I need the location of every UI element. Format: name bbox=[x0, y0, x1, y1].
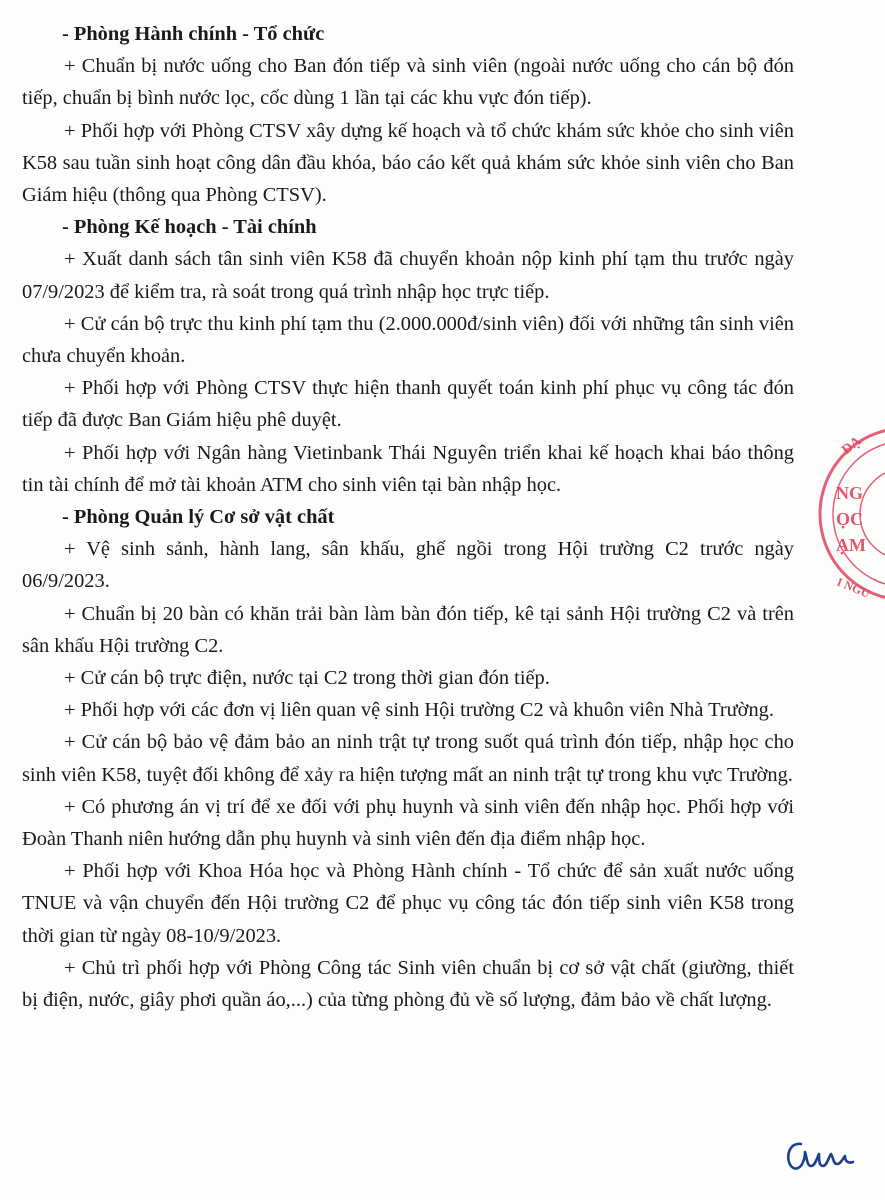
list-item: + Chuẩn bị 20 bàn có khăn trải bàn làm bàn đón tiếp, kê tại sảnh Hội trường C2 và trên sân khấu Hội trường C2. bbox=[22, 602, 794, 657]
section-heading: - Phòng Kế hoạch - Tài chính bbox=[62, 216, 317, 239]
list-item: + Phối hợp với Phòng CTSV thực hiện thanh quyết toán kinh phí phục vụ công tác đón tiếp đã được Ban Giám hiệu phê duyệt. bbox=[22, 377, 794, 432]
list-item: + Phối hợp với Khoa Hóa học và Phòng Hành chính - Tổ chức để sản xuất nước uống TNUE và vận chuyển đến Hội trường C2 để phục vụ công tác đón tiếp sinh viên K58 trong thời gian từ ngày 08-10/9/2023. bbox=[22, 860, 794, 947]
list-item: + Cử cán bộ bảo vệ đảm bảo an ninh trật tự trong suốt quá trình đón tiếp, nhập học cho sinh viên K58, tuyệt đối không để xảy ra hiện tượng mất an ninh trật tự trong khu vực Trường. bbox=[22, 731, 794, 786]
document-body bbox=[22, 18, 794, 1016]
list-item: + Chuẩn bị nước uống cho Ban đón tiếp và sinh viên (ngoài nước uống cho cán bộ đón tiếp, chuẩn bị bình nước lọc, cốc dùng 1 lần tại các khu vực đón tiếp). bbox=[22, 55, 794, 110]
section-heading: - Phòng Quản lý Cơ sở vật chất bbox=[62, 506, 335, 529]
seal-stamp bbox=[818, 425, 885, 603]
list-item: + Cử cán bộ trực thu kinh phí tạm thu (2.000.000đ/sinh viên) đối với những tân sinh viên chưa chuyển khoản. bbox=[22, 312, 794, 368]
list-item: + Xuất danh sách tân sinh viên K58 đã chuyển khoản nộp kinh phí tạm thu trước ngày 07/9/2023 để kiểm tra, rà soát trong quá trình nhập học trực tiếp. bbox=[22, 248, 794, 303]
list-item: + Phối hợp với Phòng CTSV xây dựng kế hoạch và tổ chức khám sức khỏe cho sinh viên K58 sau tuần sinh hoạt công dân đầu khóa, báo cáo kết quả khám sức khỏe sinh viên cho Ban Giám hiệu (thông qua Phòng CTSV). bbox=[22, 119, 794, 207]
section-ke-hoach-tai-chinh bbox=[22, 211, 794, 501]
handwritten-signature bbox=[783, 1138, 855, 1172]
section-heading: - Phòng Hành chính - Tổ chức bbox=[62, 23, 325, 45]
list-item: + Phối hợp với các đơn vị liên quan vệ sinh Hội trường C2 và khuôn viên Nhà Trường. bbox=[64, 699, 774, 722]
list-item: + Cử cán bộ trực điện, nước tại C2 trong thời gian đón tiếp. bbox=[64, 667, 550, 690]
stamp-line-2: ỌC bbox=[836, 509, 863, 529]
list-item: + Có phương án vị trí để xe đối với phụ huynh và sinh viên đến nhập học. Phối hợp với Đoàn Thanh niên hướng dẫn phụ huynh và sinh viên đến địa điểm nhập học. bbox=[22, 795, 794, 851]
stamp-line-1: NG bbox=[836, 483, 863, 503]
stamp-arc-bottom: I NGU bbox=[834, 574, 872, 601]
stamp-arc-top: ĐẠ bbox=[839, 433, 865, 459]
stamp-line-3: ẠM bbox=[836, 535, 866, 555]
list-item: + Chủ trì phối hợp với Phòng Công tác Sinh viên chuẩn bị cơ sở vật chất (giường, thiết bị điện, nước, giây phơi quần áo,...) của từng phòng đủ về số lượng, đảm bảo về chất lượng. bbox=[22, 956, 794, 1012]
list-item: + Vệ sinh sảnh, hành lang, sân khấu, ghế ngồi trong Hội trường C2 trước ngày 06/9/2023. bbox=[22, 538, 794, 593]
section-hanh-chinh-to-chuc bbox=[22, 18, 794, 211]
section-quan-ly-co-so-vat-chat bbox=[22, 501, 794, 1016]
list-item: + Phối hợp với Ngân hàng Vietinbank Thái Nguyên triển khai kế hoạch khai báo thông tin tài chính để mở tài khoản ATM cho sinh viên tại bàn nhập học. bbox=[22, 441, 794, 496]
